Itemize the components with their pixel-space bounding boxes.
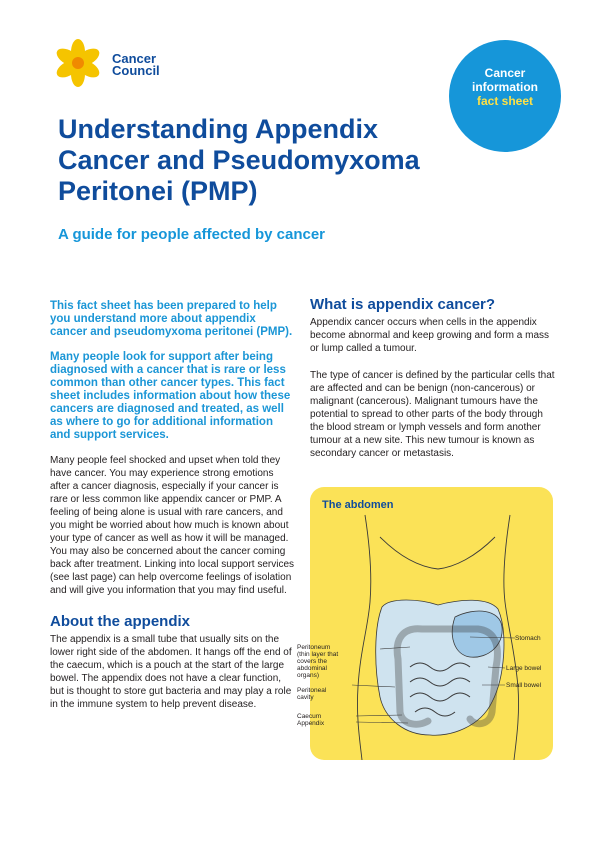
intro-lead-2: Many people look for support after being diagnosed with a cancer that is rare or less common than other cancer types. This fact sheet includes information about how these cancers are diagnosed and treated, as well as where to go for additional information and support services. (50, 351, 291, 441)
caecum-label: Caecum (297, 713, 322, 720)
cavity-label-line: Peritoneal (297, 687, 327, 694)
ribcage-right (438, 537, 495, 569)
right-column (310, 296, 555, 470)
what-heading: What is appendix cancer? (310, 296, 496, 313)
what-paragraph-1: Appendix cancer occurs when cells in the appendix become abnormal and keep growing and form a mass or lump called a tumour. (310, 317, 550, 354)
badge-line-1: Cancer (484, 66, 526, 80)
cancer-council-logo (48, 38, 198, 88)
appendix-label: Appendix (297, 720, 325, 727)
small-bowel-label: Small bowel (506, 682, 542, 689)
figure-title: The abdomen (322, 499, 394, 511)
what-paragraph-2: The type of cancer is defined by the particular cells that are affected and can be benign (non-cancerous) or malignant (cancerous). Malignant tumours have the potential to spread to other parts of the body through the blood stream or lymph vessels and form another tumour at a new site. This new tumour is known as secondary cancer or metastasis. (310, 370, 555, 459)
about-heading: About the appendix (50, 613, 190, 630)
peritoneum-label-line: covers the (297, 658, 327, 665)
intro-body: Many people feel shocked and upset when told they have cancer. You may experience strong emotions after a cancer diagnosis, especially if your cancer is rare or less common like appendix cancer or PMP. A feeling of being alone is usual with rare cancers, and you might be worried about how much is known about your type of cancer as well as how it will be managed. You may also be concerned about the cancer coming back after treatment. Linking into local support services (see last page) can help overcome feelings of isolation and will give you information that you may find useful. (50, 455, 295, 596)
abdomen-figure (297, 487, 553, 760)
logo-line-1: Cancer (112, 51, 157, 66)
cavity-label-line: cavity (297, 694, 314, 701)
logo-wordmark (112, 53, 160, 77)
badge-line-3: fact sheet (476, 94, 534, 108)
left-column (50, 300, 295, 721)
large-bowel-label: Large bowel (506, 665, 542, 672)
page-title: Understanding Appendix Cancer and Pseudomyxoma Peritonei (PMP) (58, 114, 420, 206)
peritoneum-label-line: Peritoneum (297, 644, 331, 651)
ribcage-left (380, 537, 438, 569)
intro-lead-1: This fact sheet has been prepared to help you understand more about appendix cancer and pseudomyxoma peritonei (PMP). (50, 300, 293, 338)
peritoneum-label (297, 644, 338, 679)
peritoneum-label-line: (thin layer that (297, 651, 339, 658)
peritoneum-label-line: abdominal (297, 665, 327, 672)
peritoneal-cavity-label (297, 687, 326, 701)
fact-sheet-badge (449, 40, 561, 152)
daffodil-icon (48, 38, 108, 88)
page-subtitle: A guide for people affected by cancer (58, 226, 326, 243)
torso-outline (357, 515, 370, 760)
peritoneum-label-line: organs) (297, 672, 320, 679)
about-body: The appendix is a small tube that usually sits on the lower right side of the abdomen. It hangs off the end of the caecum, which is a pouch at the start of the large bowel. The appendix does not have a clear function, but is thought to store gut bacteria and may play a role in the immune system to help prevent disease. (50, 634, 292, 710)
stomach-label: Stomach (515, 635, 541, 642)
logo-line-2: Council (112, 63, 160, 78)
badge-line-2: information (472, 80, 538, 94)
abdomen-illustration (310, 487, 553, 760)
